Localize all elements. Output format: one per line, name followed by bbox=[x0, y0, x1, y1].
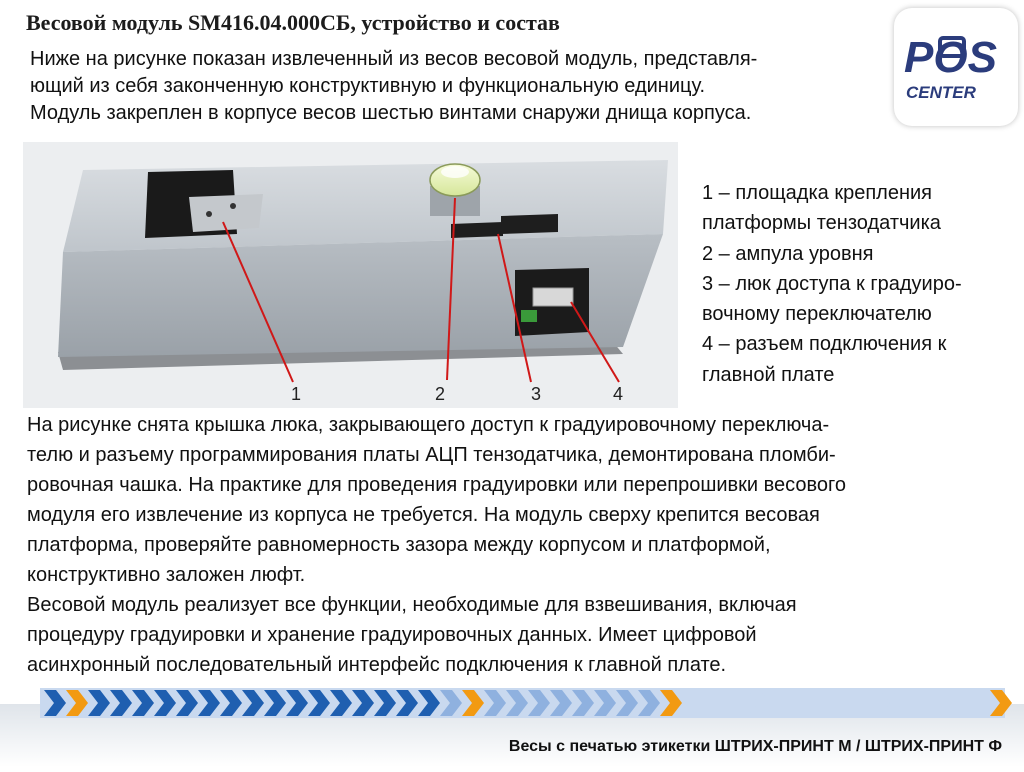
body-line: телю и разъему программирования платы АЦП тензодатчика, демонтирована пломби- bbox=[27, 444, 836, 466]
intro-line: ющий из себя законченную конструктивную и функциональную единицу. bbox=[30, 75, 706, 97]
intro-line: Ниже на рисунке показан извлеченный из весов весовой модуль, представля- bbox=[30, 48, 758, 70]
connector bbox=[533, 288, 573, 306]
mount-plate bbox=[189, 194, 263, 232]
body-line: На рисунке снята крышка люка, закрывающего доступ к градуировочному переключа- bbox=[27, 414, 830, 436]
label-4: 4 bbox=[613, 384, 624, 404]
photo-legend bbox=[702, 178, 1002, 390]
body-line: конструктивно заложен люфт. bbox=[27, 564, 306, 586]
legend-line: главной плате bbox=[702, 363, 835, 386]
module-illustration bbox=[23, 142, 678, 408]
footer-caption: Весы с печатью этикетки ШТРИХ-ПРИНТ М / ШТРИХ-ПРИНТ Ф bbox=[508, 738, 1002, 755]
body-line: Весовой модуль реализует все функции, необходимые для взвешивания, включая bbox=[27, 594, 797, 616]
body-line: платформа, проверяйте равномерность зазора между корпусом и платформой, bbox=[27, 534, 771, 556]
calibration-hatch bbox=[451, 222, 503, 238]
logo-graphic bbox=[894, 8, 1018, 126]
pos-center-logo bbox=[894, 8, 1018, 126]
body-line: ровочная чашка. На практике для проведения градуировки или перепрошивки весового bbox=[27, 474, 847, 496]
body-line: процедуру градуировки и хранение градуировочных данных. Имеет цифровой bbox=[27, 624, 757, 646]
description-paragraph bbox=[27, 410, 1002, 680]
label-3: 3 bbox=[531, 384, 542, 404]
body-line: модуля его извлечение из корпуса не требуется. На модуль сверху крепится весовая bbox=[27, 504, 820, 526]
legend-line: вочному переключателю bbox=[702, 303, 932, 326]
label-1: 1 bbox=[291, 384, 302, 404]
logo-word-pos: POS bbox=[904, 33, 997, 82]
legend-line: платформы тензодатчика bbox=[702, 212, 941, 235]
label-2: 2 bbox=[435, 384, 446, 404]
slide-title: Весовой модуль SM416.04.000СБ, устройство и состав bbox=[26, 10, 560, 35]
legend-line: 2 – ампула уровня bbox=[702, 242, 874, 265]
legend-line: 3 – люк доступа к градуиро- bbox=[702, 272, 962, 295]
weighing-module-photo bbox=[23, 142, 678, 408]
body-line: асинхронный последовательный интерфейс подключения к главной плате. bbox=[27, 654, 727, 676]
intro-paragraph bbox=[30, 46, 900, 127]
intro-line: Модуль закреплен в корпусе весов шестью винтами снаружи днища корпуса. bbox=[30, 102, 752, 124]
legend-line: 4 – разъем подключения к bbox=[702, 333, 947, 356]
logo-word-center: CENTER bbox=[906, 83, 976, 102]
legend-line: 1 – площадка крепления bbox=[702, 182, 932, 204]
